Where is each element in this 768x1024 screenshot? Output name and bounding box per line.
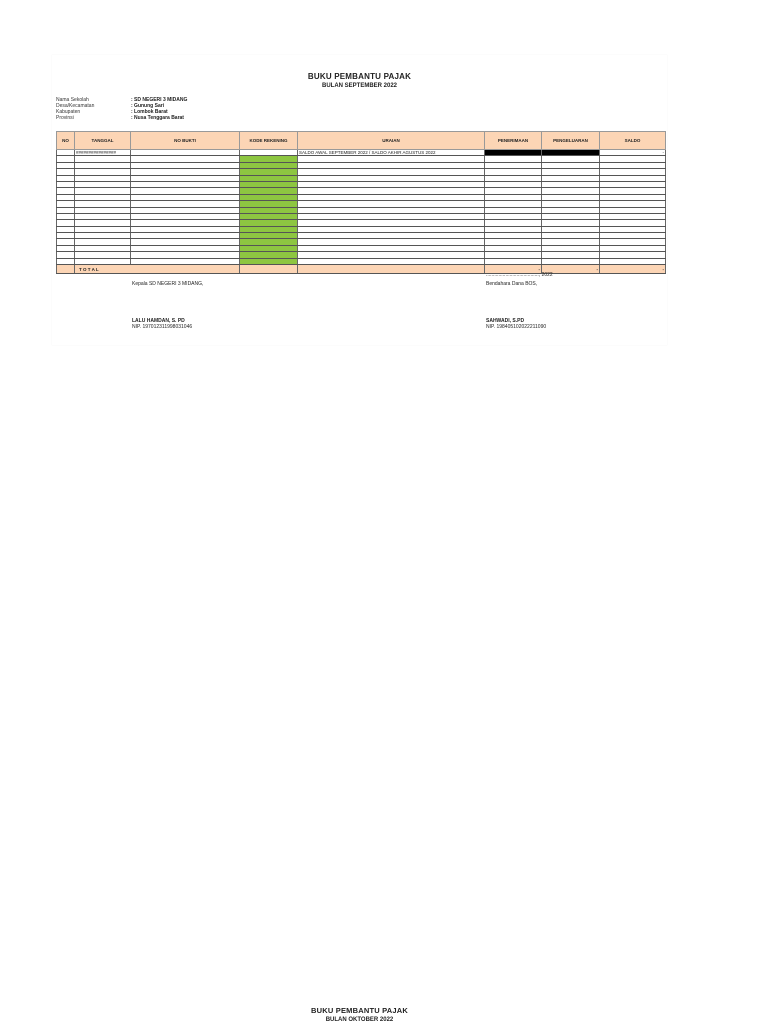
cell — [298, 265, 485, 274]
ledger-table — [56, 131, 666, 274]
identity-key: Provinsi — [56, 115, 74, 121]
col-no-bukti: NO BUKTI — [131, 132, 240, 150]
treasurer-nip: NIP. 198405102022211090 — [486, 324, 547, 330]
treasurer-name: SAHWADI, S.PD — [486, 318, 525, 324]
col-pengeluaran: PENGELUARAN — [542, 132, 600, 150]
cell-uraian: SALDO AWAL SEPTEMBER 2022 / SALDO AKHIR AGUSTUS 2022 — [298, 150, 485, 156]
col-tanggal: TANGGAL — [75, 132, 131, 150]
headmaster-nip: NIP. 197012311998031046 — [132, 324, 193, 330]
table-header-row — [57, 132, 666, 150]
col-saldo: SALDO — [600, 132, 666, 150]
school-identity — [56, 97, 187, 121]
cell — [240, 265, 298, 274]
identity-row-province — [56, 115, 187, 121]
identity-value: : Lombok Barat — [131, 109, 168, 115]
total-pengeluaran: - — [542, 265, 600, 274]
next-page-subtitle: BULAN OKTOBER 2022 — [325, 1017, 394, 1023]
identity-value: : Gunung Sari — [131, 103, 165, 109]
identity-value: : Nusa Tenggara Barat — [131, 115, 184, 121]
total-saldo: - — [600, 265, 666, 274]
headmaster-name: LALU HAMDAN, S. PD — [132, 318, 185, 324]
col-kode-rekening: KODE REKENING — [240, 132, 298, 150]
treasurer-signature — [486, 318, 546, 330]
identity-key: Nama Sekolah — [56, 97, 89, 103]
treasurer-role: Bendahara Dana BOS, — [486, 281, 538, 287]
col-no: NO — [57, 132, 75, 150]
identity-value: : SD NEGERI 3 MIDANG — [131, 97, 188, 103]
col-penerimaan: PENERIMAAN — [485, 132, 542, 150]
next-page-title-block — [52, 1006, 667, 1023]
total-label: T O T A L — [75, 265, 240, 274]
title-block — [52, 72, 667, 89]
page-title: BUKU PEMBANTU PAJAK — [307, 72, 412, 81]
identity-key: Kabupaten — [56, 109, 81, 115]
col-uraian: URAIAN — [298, 132, 485, 150]
page-subtitle: BULAN SEPTEMBER 2022 — [321, 83, 398, 89]
headmaster-role: Kepala SD NEGERI 3 MIDANG, — [132, 281, 204, 287]
cell — [57, 265, 75, 274]
cell-tanggal: ################ — [75, 150, 131, 156]
ledger-body — [57, 150, 666, 265]
next-page-title: BUKU PEMBANTU PAJAK — [311, 1006, 408, 1015]
headmaster-signature — [132, 318, 192, 330]
total-penerimaan: - — [485, 265, 542, 274]
total-row — [57, 265, 666, 274]
place-date: ......................................, 2022 — [486, 272, 553, 278]
cell-saldo: - — [600, 150, 666, 156]
identity-key: Desa/Kecamatan — [56, 103, 95, 109]
